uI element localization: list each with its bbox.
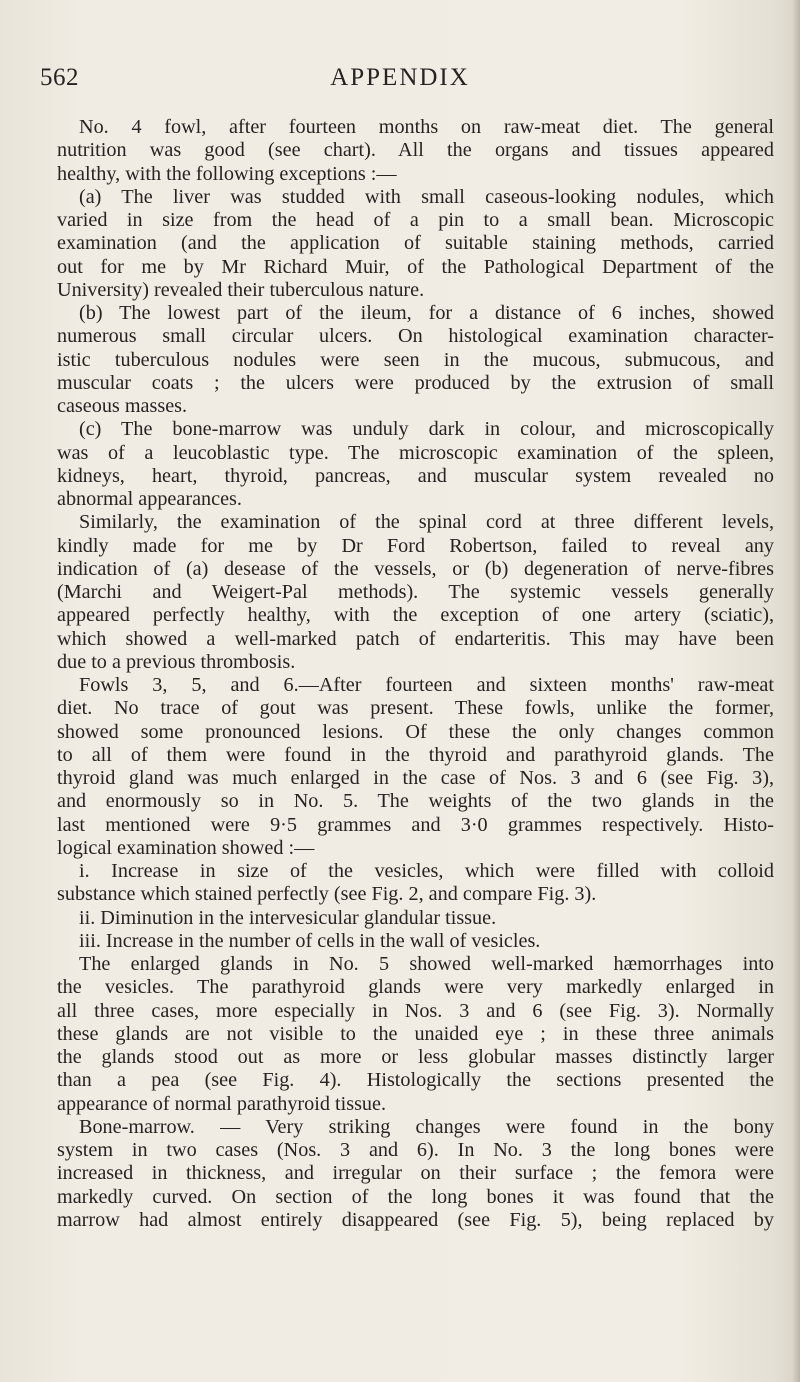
text-line: caseous masses. xyxy=(57,395,188,417)
text-line: (b) The lowest part of the ileum, for a distance of 6 inches, showed xyxy=(79,302,774,324)
text-line: system in two cases (Nos. 3 and 6). In No. 3 the long bones were xyxy=(57,1139,774,1161)
text-line: Similarly, the examination of the spinal cord at three different levels, xyxy=(79,511,774,534)
text-line: muscular coats ; the ulcers were produced by the extrusion of small xyxy=(57,371,774,394)
text-line: (Marchi and Weigert-Pal methods). The systemic vessels generally xyxy=(57,581,774,603)
text-line: numerous small circular ulcers. On histological examination character- xyxy=(57,325,774,348)
text-line: appeared perfectly healthy, with the exception of one artery (sciatic), xyxy=(57,604,774,627)
text-line: (a) The liver was studded with small caseous-looking nodules, which xyxy=(79,185,774,208)
page-edge-shadow xyxy=(792,0,800,1382)
text-line: which showed a well-marked patch of endarteritis. This may have been xyxy=(57,627,774,650)
text-line: last mentioned were 9·5 grammes and 3·0 grammes respectively. Histo- xyxy=(57,813,774,836)
text-line: to all of them were found in the thyroid and parathyroid glands. The xyxy=(57,743,774,766)
text-line: iii. Increase in the number of cells in the wall of vesicles. xyxy=(79,929,541,952)
text-line: varied in size from the head of a pin to a small bean. Microscopic xyxy=(57,209,774,231)
text-line: marrow had almost entirely disappeared (see Fig. 5), being replaced by xyxy=(57,1208,774,1231)
page-number: 562 xyxy=(40,64,79,91)
text-line: (c) The bone-marrow was unduly dark in colour, and microscopically xyxy=(79,418,774,441)
body-text xyxy=(57,116,774,1232)
text-line: increased in thickness, and irregular on their surface ; the femora were xyxy=(57,1162,774,1185)
text-line: abnormal appearances. xyxy=(57,488,242,510)
text-line: the vesicles. The parathyroid glands were very markedly enlarged in xyxy=(57,976,774,999)
text-line: No. 4 fowl, after fourteen months on raw-meat diet. The general xyxy=(79,116,774,138)
text-line: ii. Diminution in the intervesicular glandular tissue. xyxy=(79,906,497,929)
text-line: the glands stood out as more or less globular masses distinctly larger xyxy=(57,1046,774,1068)
text-line: and enormously so in No. 5. The weights of the two glands in the xyxy=(57,790,774,813)
text-line: due to a previous thrombosis. xyxy=(57,650,296,673)
text-line: i. Increase in size of the vesicles, which were filled with colloid xyxy=(79,860,774,882)
text-line: logical examination showed :— xyxy=(57,836,315,859)
text-line: was of a leucoblastic type. The microscopic examination of the spleen, xyxy=(57,441,774,464)
text-line: appearance of normal parathyroid tissue. xyxy=(57,1092,387,1115)
text-line: markedly curved. On section of the long bones it was found that the xyxy=(57,1185,774,1208)
text-line: all three cases, more especially in Nos. 3 and 6 (see Fig. 3). Normally xyxy=(57,999,774,1022)
text-line: Fowls 3, 5, and 6.—After fourteen and sixteen months' raw-meat xyxy=(79,674,774,696)
text-line: thyroid gland was much enlarged in the case of Nos. 3 and 6 (see Fig. 3), xyxy=(57,767,774,789)
text-line: out for me by Mr Richard Muir, of the Pathological Department of the xyxy=(57,255,774,278)
text-line: University) revealed their tuberculous nature. xyxy=(57,278,425,301)
text-line: showed some pronounced lesions. Of these the only changes common xyxy=(57,720,774,743)
text-line: substance which stained perfectly (see Fig. 2, and compare Fig. 3). xyxy=(57,883,597,906)
text-line: these glands are not visible to the unaided eye ; in these three animals xyxy=(57,1022,774,1045)
text-line: healthy, with the following exceptions :— xyxy=(57,162,397,185)
text-line: kidneys, heart, thyroid, pancreas, and muscular system revealed no xyxy=(57,464,774,487)
text-line: kindly made for me by Dr Ford Robertson, failed to reveal any xyxy=(57,534,774,557)
text-line: indication of (a) desease of the vessels, or (b) degeneration of nerve-fibres xyxy=(57,557,774,580)
text-line: nutrition was good (see chart). All the organs and tissues appeared xyxy=(57,139,774,162)
text-line: The enlarged glands in No. 5 showed well-marked hæmorrhages into xyxy=(79,953,774,975)
text-line: Bone-marrow. — Very striking changes were found in the bony xyxy=(79,1115,774,1138)
running-head: APPENDIX xyxy=(330,64,470,91)
text-line: than a pea (see Fig. 4). Histologically the sections presented the xyxy=(57,1069,774,1092)
text-line: istic tuberculous nodules were seen in the mucous, submucous, and xyxy=(57,348,774,371)
text-line: diet. No trace of gout was present. These fowls, unlike the former, xyxy=(57,697,774,720)
text-line: examination (and the application of suitable staining methods, carried xyxy=(57,232,774,255)
